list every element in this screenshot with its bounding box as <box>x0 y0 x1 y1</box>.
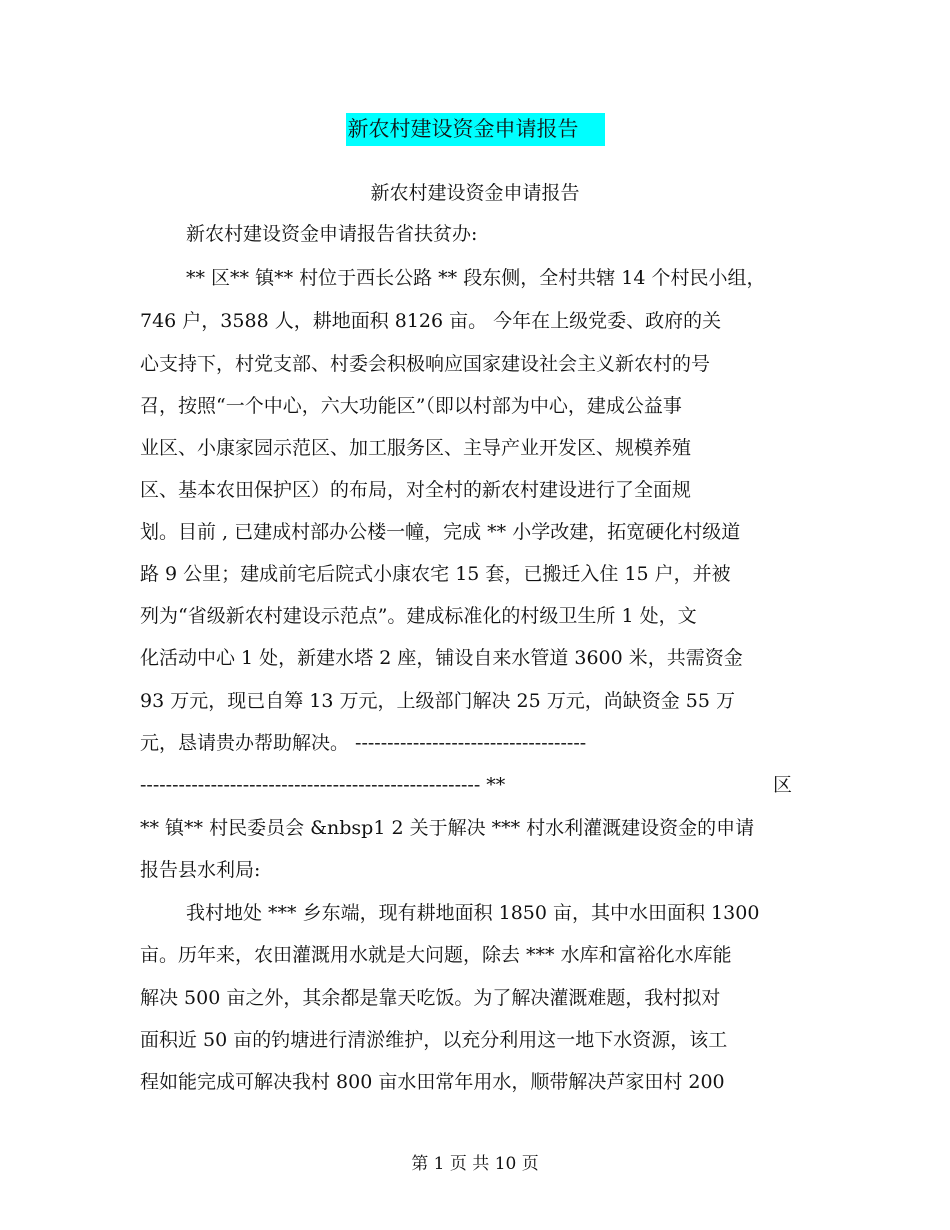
paragraph-line: 93 万元，现已自筹 13 万元，上级部门解决 25 万元，尚缺资金 55 万 <box>140 690 735 712</box>
paragraph-line: 亩。历年来，农田灌溉用水就是大问题，除去 *** 水库和富裕化水库能 <box>140 944 732 966</box>
paragraph-line: 新农村建设资金申请报告省扶贫办: <box>186 223 478 245</box>
paragraph-line: ** 区** 镇** 村位于西长公路 ** 段东侧，全村共辖 14 个村民小组， <box>186 267 766 289</box>
paragraph-line: ** 镇** 村民委员会 &nbsp1 2 关于解决 *** 村水利灌溉建设资金的申请 <box>140 817 755 839</box>
page-number: 第 1 页 共 10 页 <box>411 1154 539 1174</box>
paragraph-line: 程如能完成可解决我村 800 亩水田常年用水，顺带解决芦家田村 200 <box>140 1071 725 1093</box>
paragraph-line: 划。目前 , 已建成村部办公楼一幢，完成 ** 小学改建，拓宽硬化村级道 <box>140 521 741 543</box>
paragraph-line: 解决 500 亩之外，其余都是靠天吃饭。为了解决灌溉难题，我村拟对 <box>140 987 721 1009</box>
separator-right: 区 <box>772 774 792 796</box>
paragraph-line: 报告县水利局: <box>140 859 261 881</box>
paragraph-line: 746 户，3588 人，耕地面积 8126 亩。 今年在上级党委、政府的关 <box>140 310 722 332</box>
paragraph-line: 路 9 公里；建成前宅后院式小康农宅 15 套，已搬迁入住 15 户，并被 <box>140 563 731 585</box>
paragraph-line: 元，恳请贵办帮助解决。 ------------------------------------ <box>140 732 587 754</box>
paragraph-line: 区、基本农田保护区）的布局，对全村的新农村建设进行了全面规 <box>140 479 692 501</box>
paragraph-line: 化活动中心 1 处，新建水塔 2 座，铺设自来水管道 3600 米，共需资金 <box>140 647 743 669</box>
separator-line <box>140 772 792 798</box>
paragraph-line: 我村地处 *** 乡东端，现有耕地面积 1850 亩，其中水田面积 1300 <box>186 902 760 924</box>
paragraph-line: 心支持下，村党支部、村委会积极响应国家建设社会主义新农村的号 <box>140 353 711 375</box>
paragraph-line: 业区、小康家园示范区、加工服务区、主导产业开发区、规模养殖 <box>140 437 692 459</box>
separator-left: ----------------------------------------------------- ** <box>140 774 506 796</box>
paragraph-line: 列为“省级新农村建设示范点”。建成标准化的村级卫生所 1 处，文 <box>140 605 697 627</box>
title-container <box>0 113 950 146</box>
document-subtitle: 新农村建设资金申请报告 <box>370 182 580 204</box>
paragraph-line: 面积近 50 亩的钓塘进行清淤维护，以充分利用这一地下水资源，该工 <box>140 1029 728 1051</box>
paragraph-line: 召，按照“一个中心，六大功能区”（即以村部为中心，建成公益事 <box>140 395 682 417</box>
document-title: 新农村建设资金申请报告 <box>346 113 605 146</box>
